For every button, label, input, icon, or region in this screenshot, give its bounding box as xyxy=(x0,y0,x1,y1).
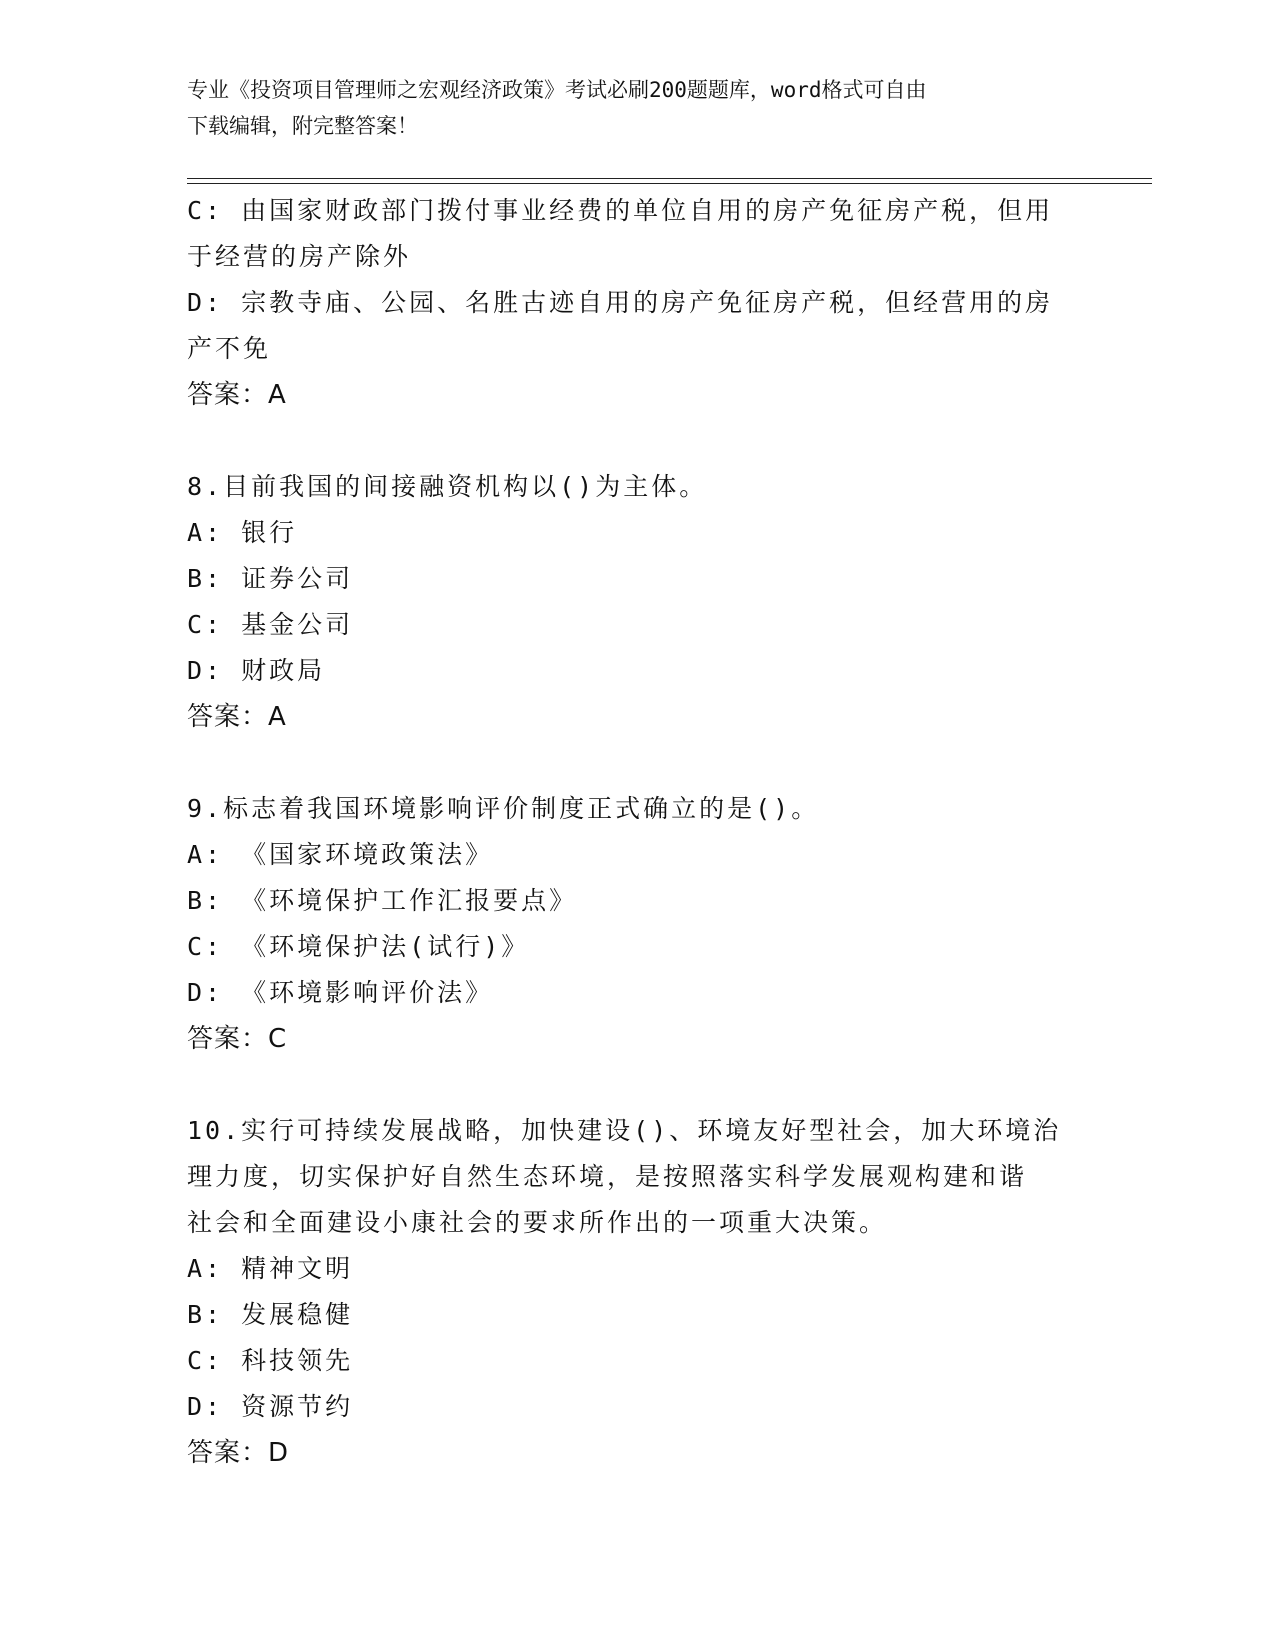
q7-option-c-line-1: C: 由国家财政部门拨付事业经费的单位自用的房产免征房产税，但用 xyxy=(187,196,1054,225)
q10-option-a: A: 精神文明 xyxy=(187,1254,354,1283)
q10-stem-line-2: 理力度，切实保护好自然生态环境，是按照落实科学发展观构建和谐 xyxy=(187,1162,1028,1191)
q10-option-d: D: 资源节约 xyxy=(187,1392,354,1421)
q7-option-d-line-1: D: 宗教寺庙、公园、名胜古迹自用的房产免征房产税，但经营用的房 xyxy=(187,288,1054,317)
q10-stem-line-3: 社会和全面建设小康社会的要求所作出的一项重大决策。 xyxy=(187,1208,888,1237)
question-10 xyxy=(187,1108,1067,1476)
q10-option-c: C: 科技领先 xyxy=(187,1346,354,1375)
q8-option-a: A: 银行 xyxy=(187,518,298,547)
q9-stem: 9.标志着我国环境影响评价制度正式确立的是()。 xyxy=(187,794,820,823)
header-line-1: 专业《投资项目管理师之宏观经济政策》考试必刷200题题库，word格式可自由 xyxy=(187,78,927,102)
q10-stem-line-1: 10.实行可持续发展战略，加快建设()、环境友好型社会，加大环境治 xyxy=(187,1116,1062,1145)
q8-option-b: B: 证券公司 xyxy=(187,564,354,593)
q7-answer: 答案：A xyxy=(187,380,287,410)
question-7 xyxy=(187,188,1067,418)
header-divider-top xyxy=(187,178,1152,179)
header-divider-bottom xyxy=(187,183,1152,184)
spacer xyxy=(187,1062,1067,1108)
q8-option-c: C: 基金公司 xyxy=(187,610,354,639)
q10-option-b: B: 发展稳健 xyxy=(187,1300,354,1329)
q9-option-d: D: 《环境影响评价法》 xyxy=(187,978,494,1007)
question-list xyxy=(187,188,1067,1476)
document-header xyxy=(187,72,1087,144)
q9-answer: 答案：C xyxy=(187,1024,288,1054)
q10-answer: 答案：D xyxy=(187,1438,290,1468)
q9-option-a: A: 《国家环境政策法》 xyxy=(187,840,494,869)
question-8 xyxy=(187,464,1067,740)
q7-option-c-line-2: 于经营的房产除外 xyxy=(187,242,412,271)
q9-option-c: C: 《环境保护法(试行)》 xyxy=(187,932,530,961)
q8-stem: 8.目前我国的间接融资机构以()为主体。 xyxy=(187,472,708,501)
question-9 xyxy=(187,786,1067,1062)
q8-answer: 答案：A xyxy=(187,702,287,732)
q8-option-d: D: 财政局 xyxy=(187,656,326,685)
spacer xyxy=(187,418,1067,464)
q7-option-d-line-2: 产不免 xyxy=(187,334,272,363)
q9-option-b: B: 《环境保护工作汇报要点》 xyxy=(187,886,578,915)
spacer xyxy=(187,740,1067,786)
header-line-2: 下载编辑，附完整答案！ xyxy=(187,114,418,138)
